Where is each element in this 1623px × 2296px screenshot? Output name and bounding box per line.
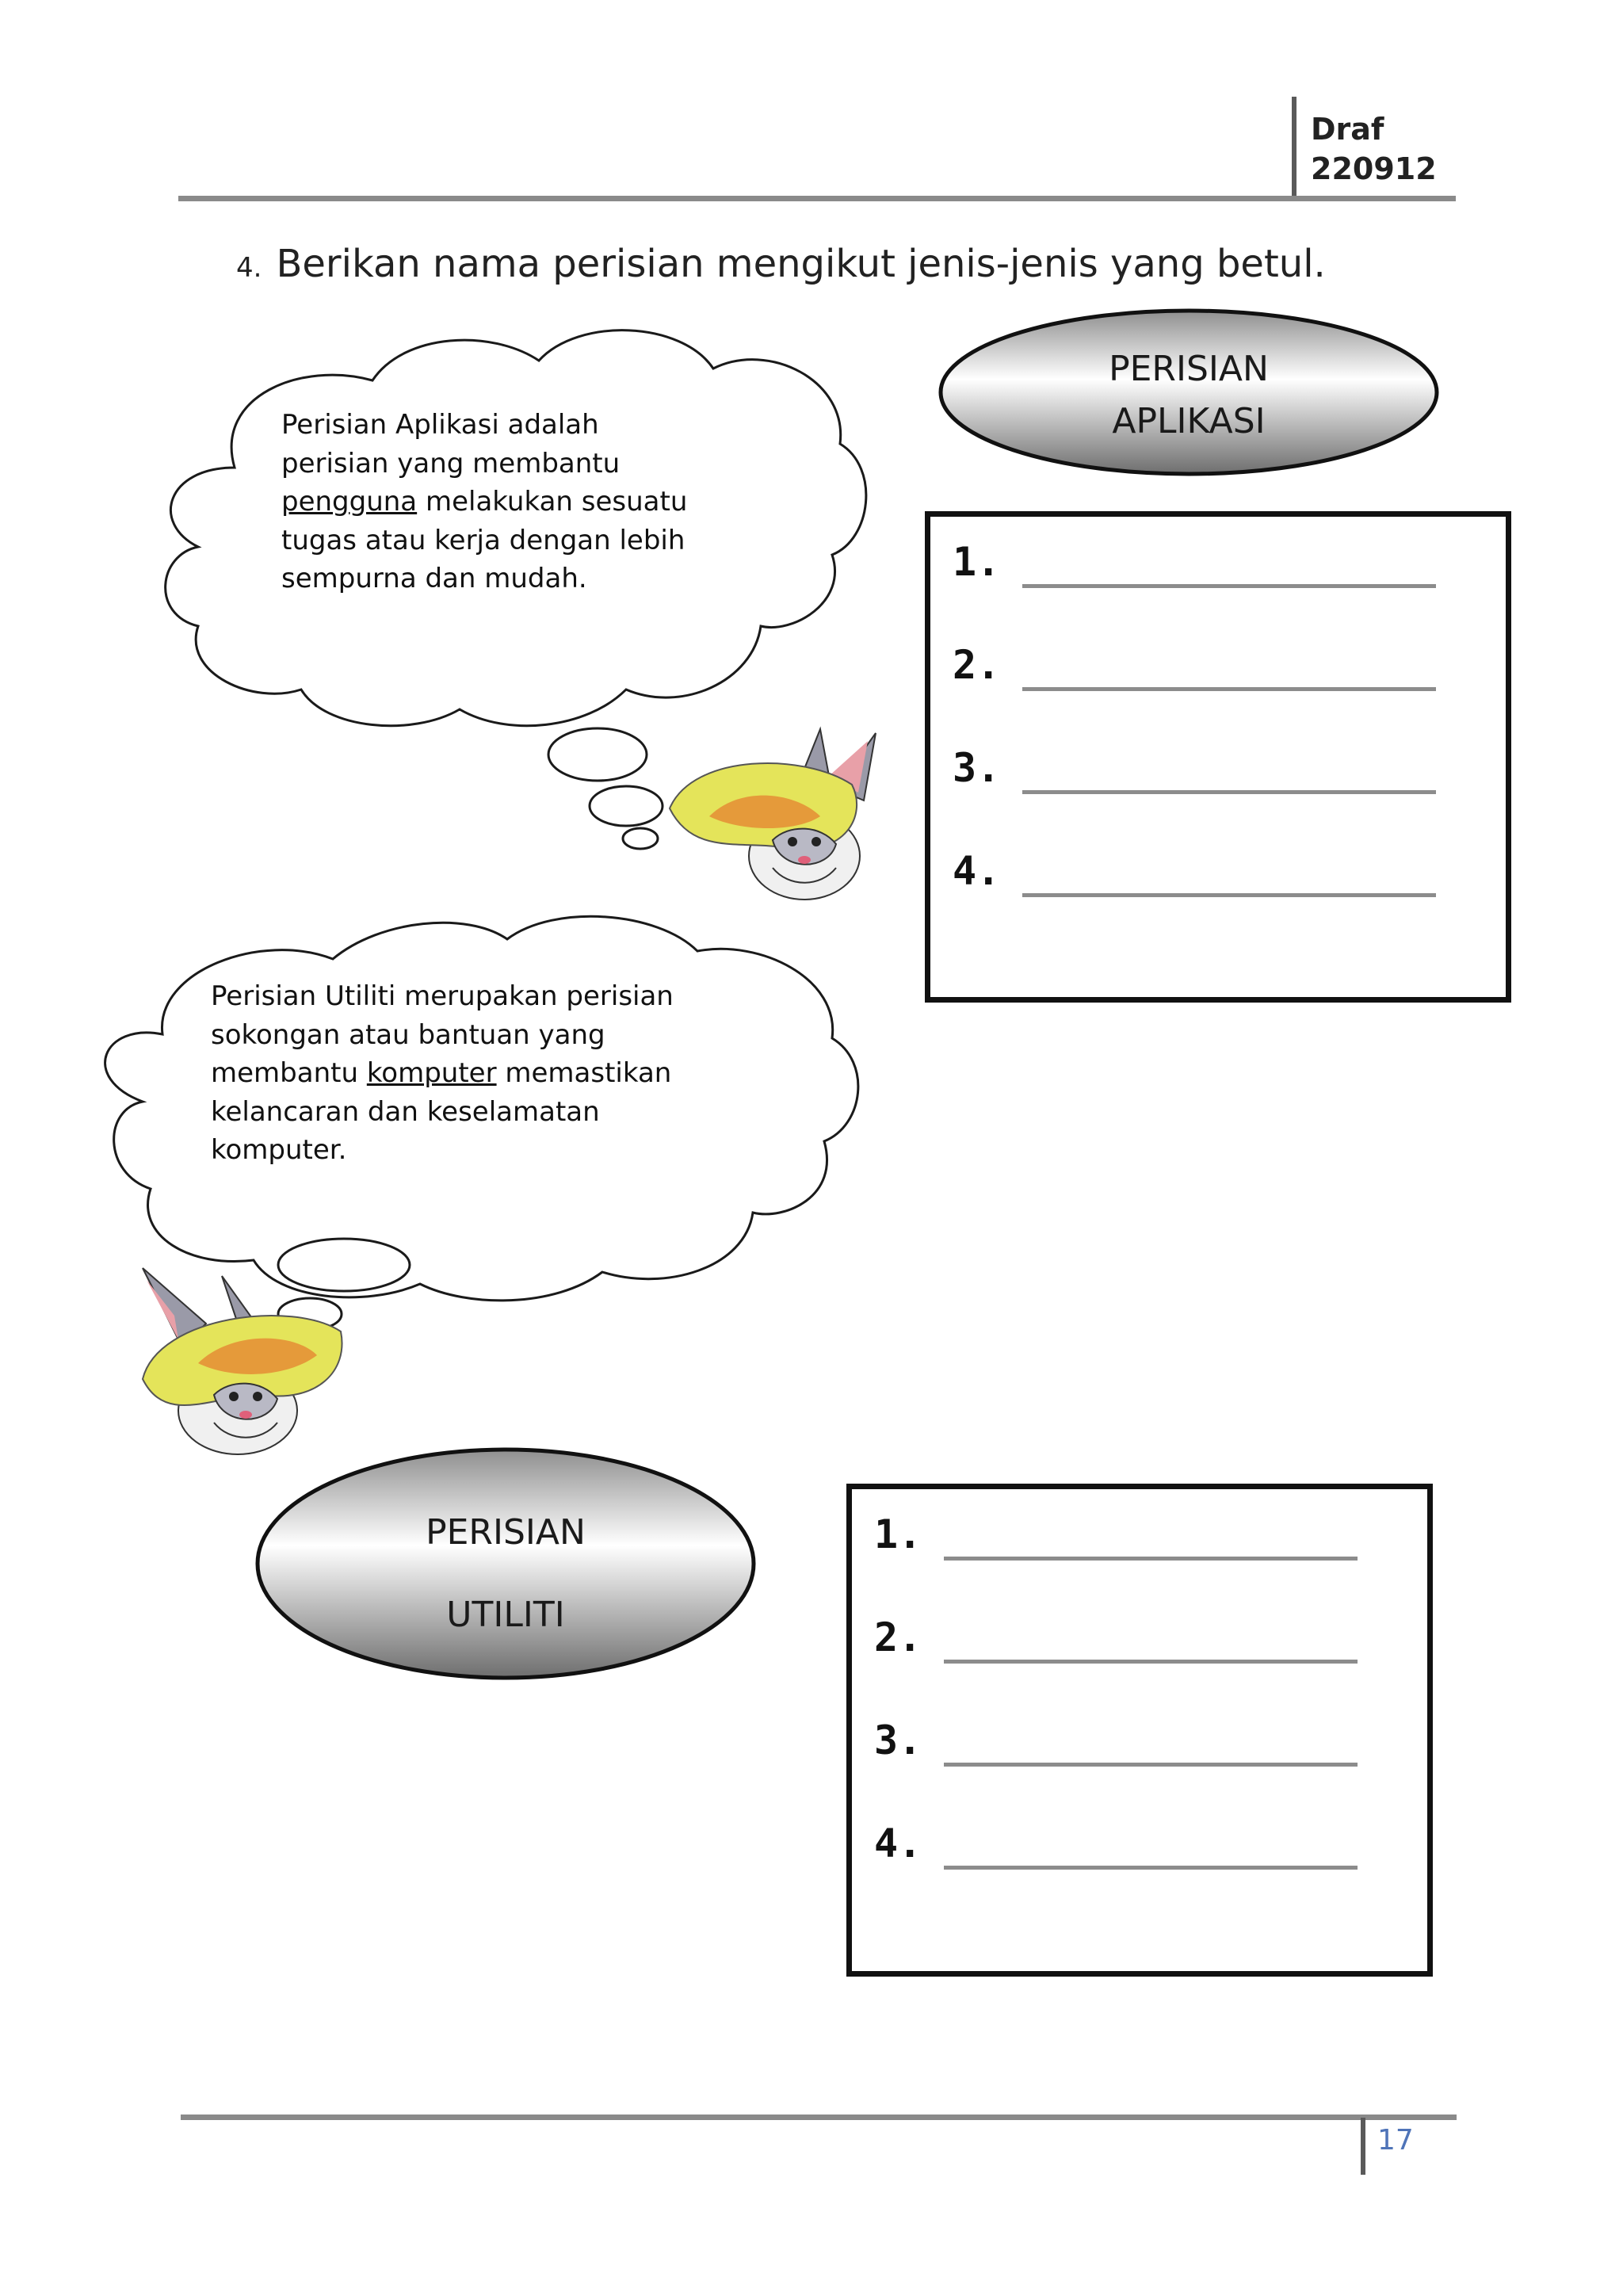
footer-rule	[181, 2115, 1457, 2120]
answer-number: 1.	[953, 539, 1001, 585]
answer-row[interactable]	[874, 1822, 1381, 1870]
answer-row[interactable]	[874, 1513, 1381, 1561]
cloud-line: komputer.	[211, 1134, 347, 1166]
answer-number: 2.	[874, 1614, 922, 1660]
answer-row[interactable]	[874, 1616, 1381, 1664]
answer-blank-line[interactable]	[1022, 893, 1436, 897]
draft-label-text: Draf	[1311, 112, 1384, 147]
answer-row[interactable]	[953, 541, 1460, 588]
bunny-character-icon	[143, 1268, 342, 1454]
oval-label-application	[1022, 343, 1355, 448]
answer-number: 3.	[874, 1717, 922, 1763]
oval-label-line: UTILITI	[446, 1595, 565, 1635]
footer-divider	[1361, 2118, 1365, 2175]
answer-box-utility	[846, 1484, 1433, 1977]
oval-label-line: PERISIAN	[1109, 349, 1269, 389]
page-number: 17	[1377, 2124, 1414, 2157]
answer-blank-line[interactable]	[1022, 584, 1436, 588]
answer-blank-line[interactable]	[944, 1660, 1358, 1664]
answer-blank-line[interactable]	[944, 1557, 1358, 1561]
answer-blank-line[interactable]	[944, 1763, 1358, 1767]
answer-row[interactable]	[953, 644, 1460, 691]
answer-number: 4.	[874, 1820, 922, 1866]
cloud-line: tugas atau kerja dengan lebih	[281, 524, 685, 556]
cloud-text-utility	[211, 977, 702, 1170]
underlined-word: komputer	[366, 1057, 497, 1089]
cloud-line: sokongan atau bantuan yang	[211, 1018, 605, 1051]
answer-number: 2.	[953, 642, 1001, 688]
oval-label-utility	[339, 1492, 672, 1656]
cloud-line: pengguna melakukan sesuatu	[281, 486, 688, 518]
cloud-line: membantu komputer memastikan	[211, 1057, 672, 1089]
answer-number: 1.	[874, 1511, 922, 1557]
bunny-character-icon	[670, 729, 876, 900]
cloud-line: Perisian Utiliti merupakan perisian	[211, 980, 674, 1012]
cloud-line: kelancaran dan keselamatan	[211, 1095, 600, 1128]
answer-blank-line[interactable]	[1022, 790, 1436, 794]
answer-number: 4.	[953, 848, 1001, 894]
cloud-line: perisian yang membantu	[281, 447, 621, 479]
answer-row[interactable]	[953, 747, 1460, 794]
cloud-line: sempurna dan mudah.	[281, 563, 587, 594]
draft-code: 220912	[1311, 151, 1437, 186]
answer-number: 3.	[953, 745, 1001, 791]
oval-label-line: APLIKASI	[1112, 401, 1266, 441]
oval-label-line: PERISIAN	[426, 1512, 586, 1553]
answer-row[interactable]	[874, 1719, 1381, 1767]
question-number: 4.	[236, 252, 262, 284]
cloud-text-application	[281, 406, 725, 598]
answer-blank-line[interactable]	[1022, 687, 1436, 691]
question-text: Berikan nama perisian mengikut jenis-jenis yang betul.	[276, 242, 1326, 286]
answer-row[interactable]	[953, 850, 1460, 897]
answer-blank-line[interactable]	[944, 1866, 1358, 1870]
answer-box-application	[925, 511, 1511, 1003]
underlined-word: pengguna	[281, 486, 418, 518]
cloud-line: Perisian Aplikasi adalah	[281, 409, 599, 441]
